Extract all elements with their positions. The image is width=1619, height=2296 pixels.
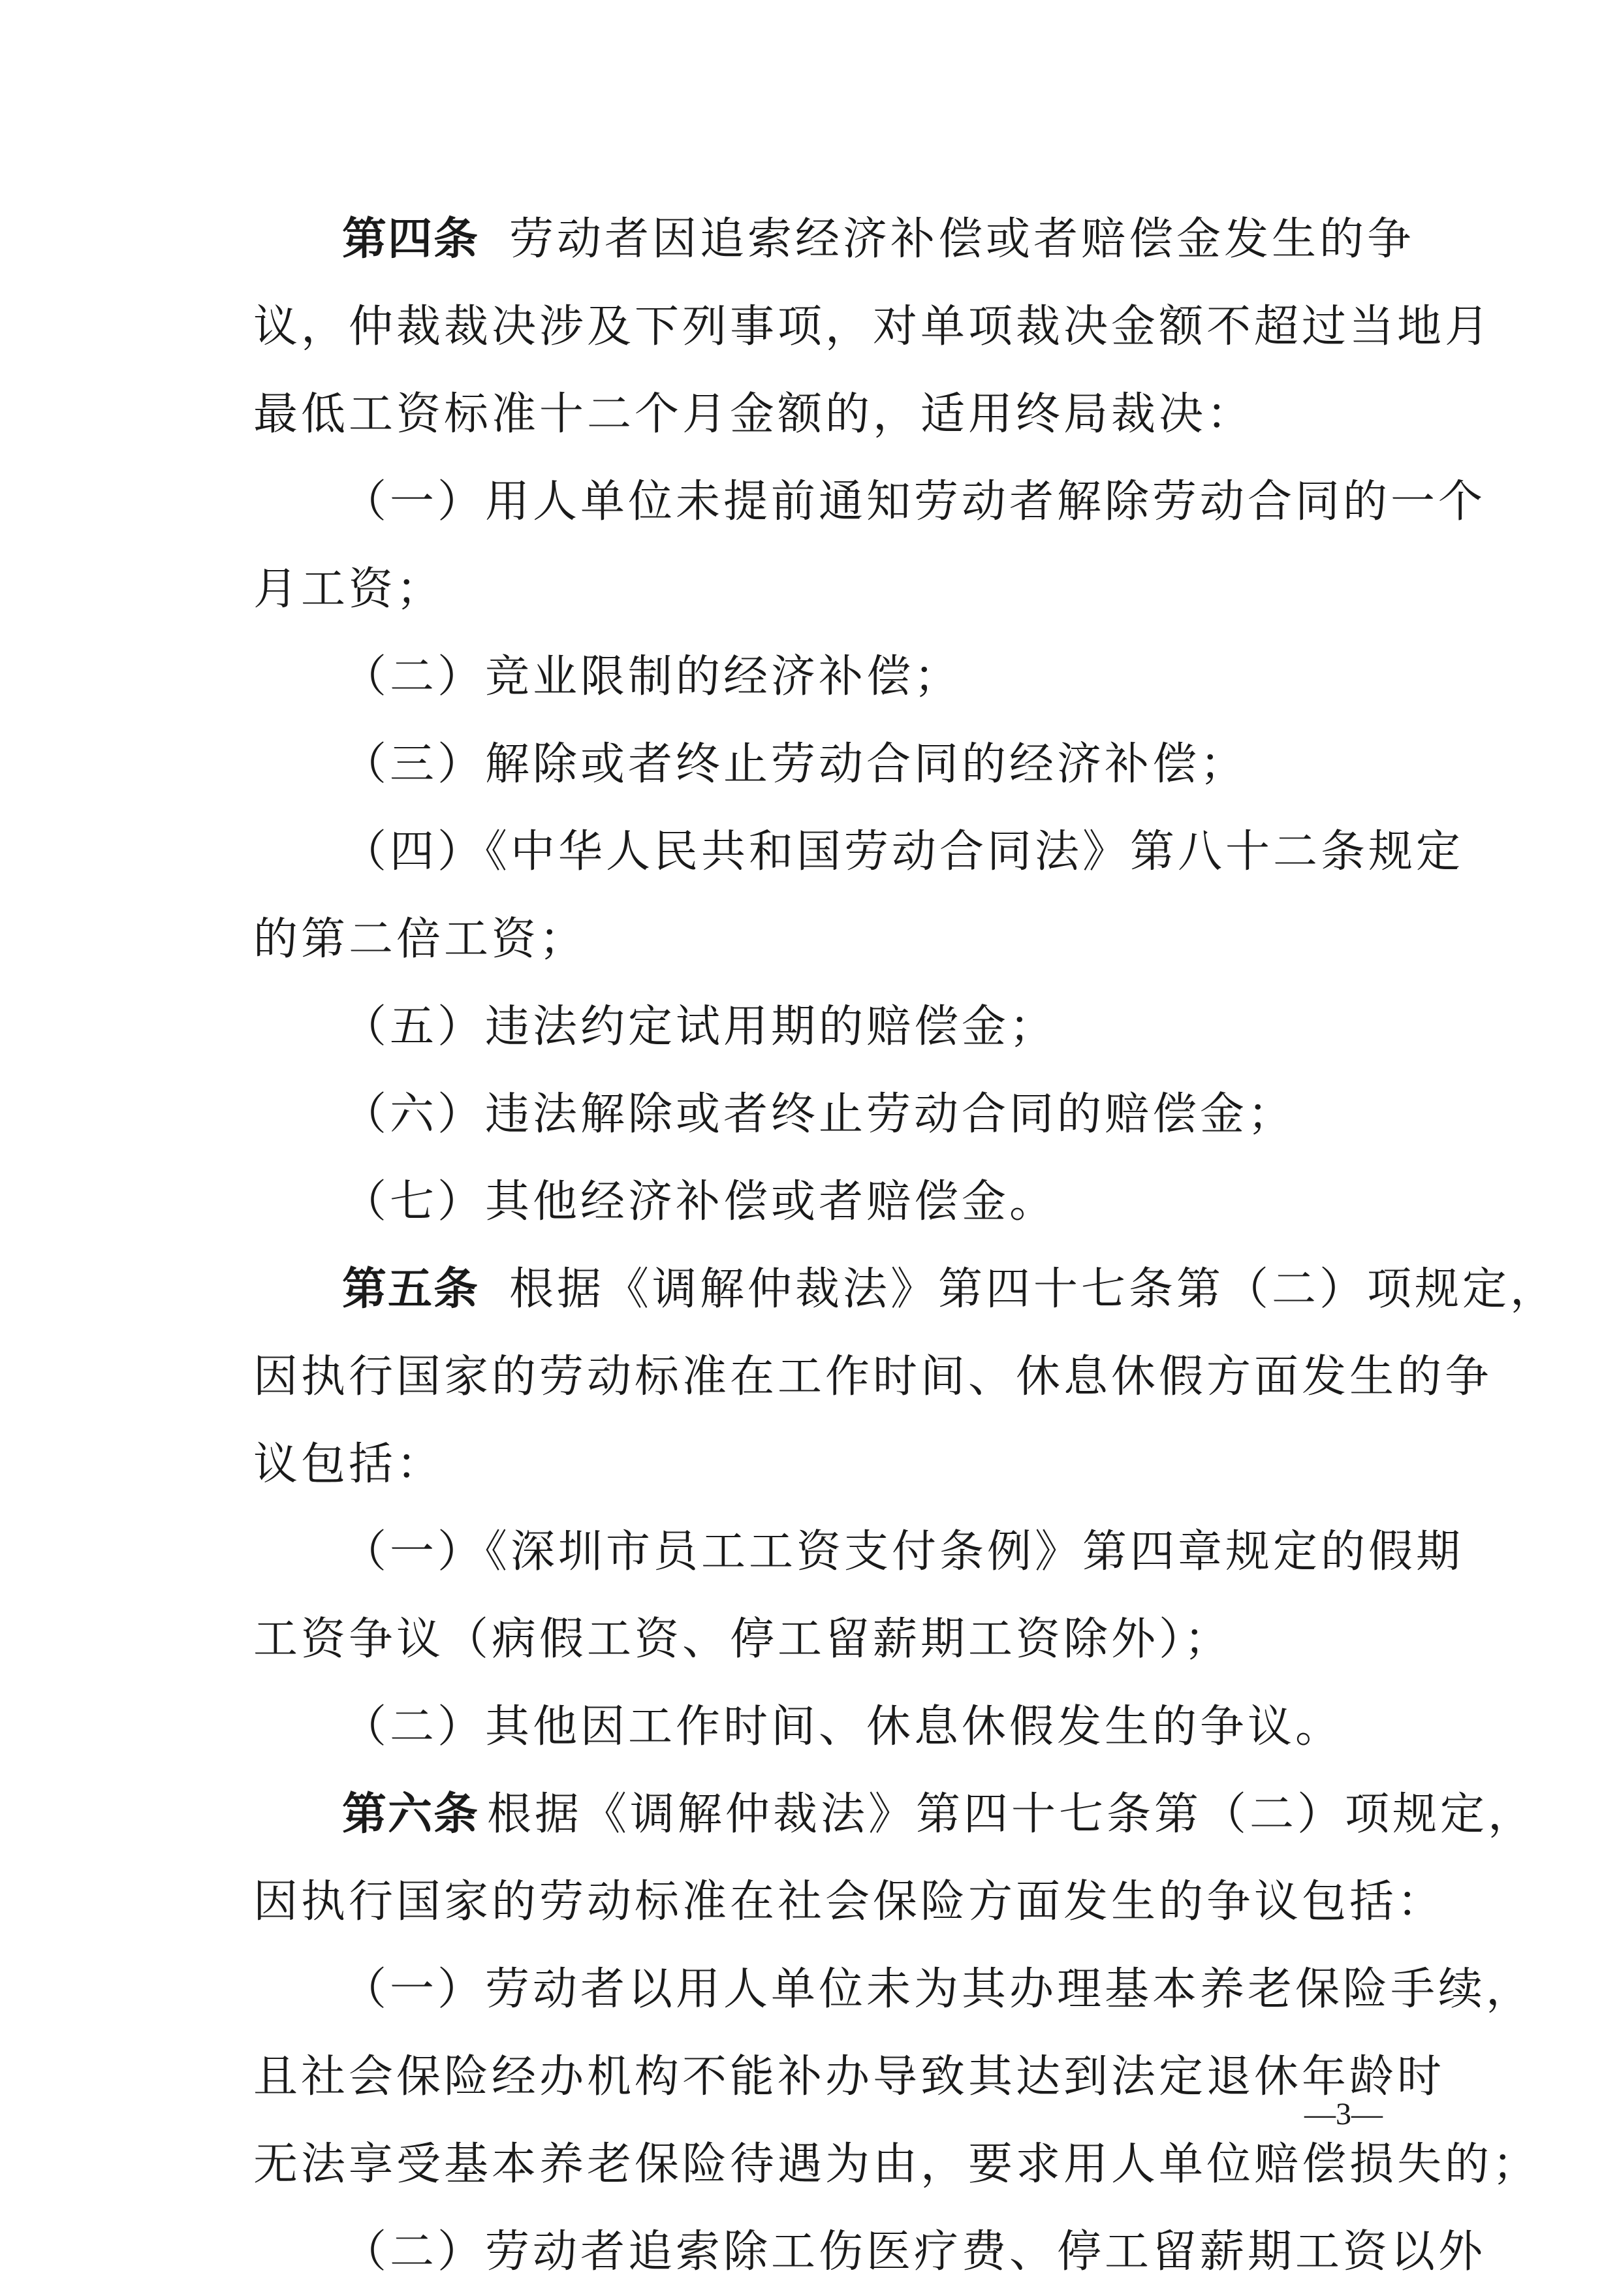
article-4-item-2: （二）竞业限制的经济补偿； bbox=[342, 651, 962, 703]
article-5-heading: 第五条 bbox=[342, 1264, 480, 1315]
article-4-text: 劳动者因追索经济补偿或者赔偿金发生的争 bbox=[509, 214, 1415, 265]
article-5-line-2: 因执行国家的劳动标准在工作时间、休息休假方面发生的争 bbox=[253, 1351, 1493, 1403]
article-6-line-1 bbox=[253, 1771, 1536, 1858]
document-body bbox=[253, 196, 1558, 2296]
article-5-line-1 bbox=[253, 1246, 1558, 1333]
article-6-item-1-cont-1: 且社会保险经办机构不能补办导致其达到法定退休年龄时 bbox=[253, 2051, 1445, 2103]
article-6-heading: 第六条 bbox=[342, 1789, 480, 1840]
article-4-item-6: （六）违法解除或者终止劳动合同的赔偿金； bbox=[342, 1089, 1296, 1140]
article-4-item-3: （三）解除或者终止劳动合同的经济补偿； bbox=[342, 739, 1248, 790]
article-5-item-1-cont: 工资争议（病假工资、停工留薪期工资除外）； bbox=[253, 1614, 1233, 1665]
article-4-heading: 第四条 bbox=[342, 214, 480, 265]
article-4-line-3: 最低工资标准十二个月金额的，适用终局裁决： bbox=[253, 389, 1255, 440]
article-5-item-2: （二）其他因工作时间、休息休假发生的争议。 bbox=[342, 1701, 1344, 1753]
article-4-item-1-cont: 月工资； bbox=[253, 564, 445, 615]
article-6-line-2: 因执行国家的劳动标准在社会保险方面发生的争议包括： bbox=[253, 1876, 1445, 1928]
article-4-line-1 bbox=[253, 196, 1415, 283]
article-5-text: 根据《调解仲裁法》第四十七条第（二）项规定， bbox=[509, 1264, 1558, 1315]
page-number: —3— bbox=[1304, 2097, 1383, 2131]
article-6-text: 根据《调解仲裁法》第四十七条第（二）项规定， bbox=[487, 1789, 1536, 1840]
article-6-item-1: （一）劳动者以用人单位未为其办理基本养老保险手续， bbox=[342, 1964, 1534, 2015]
article-4-item-5: （五）违法约定试用期的赔偿金； bbox=[342, 1001, 1058, 1053]
article-6-item-2: （二）劳动者追索除工伤医疗费、停工留薪期工资以外 bbox=[342, 2226, 1486, 2278]
article-4-line-2: 议，仲裁裁决涉及下列事项，对单项裁决金额不超过当地月 bbox=[253, 301, 1493, 353]
article-5-line-3: 议包括： bbox=[253, 1439, 445, 1490]
article-5-item-1: （一）《深圳市员工工资支付条例》第四章规定的假期 bbox=[342, 1526, 1464, 1578]
article-6-item-1-cont-2: 无法享受基本养老保险待遇为由，要求用人单位赔偿损失的； bbox=[253, 2139, 1541, 2190]
article-4-item-4-cont: 的第二倍工资； bbox=[253, 914, 588, 965]
article-4-item-1: （一）用人单位未提前通知劳动者解除劳动合同的一个 bbox=[342, 476, 1486, 528]
article-4-item-7: （七）其他经济补偿或者赔偿金。 bbox=[342, 1176, 1058, 1228]
article-4-item-4: （四）《中华人民共和国劳动合同法》第八十二条规定 bbox=[342, 826, 1464, 878]
